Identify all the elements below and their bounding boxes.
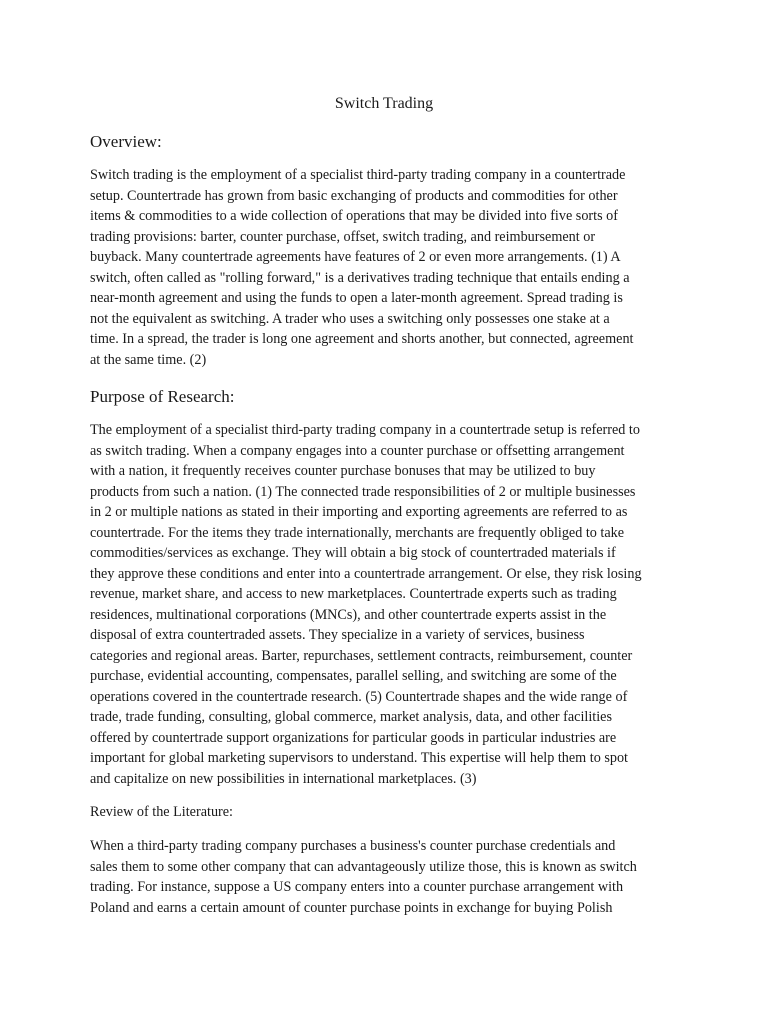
paragraph-line: in 2 or multiple nations as stated in their importing and exporting agreements are referred to as — [90, 504, 628, 520]
paragraph-line: time. In a spread, the trader is long one agreement and shorts another, but connected, agreement — [90, 331, 634, 347]
paragraph-line: purchase, evidential accounting, compensates, parallel selling, and switching are some of the — [90, 668, 617, 684]
paragraph-line: revenue, market share, and access to new marketplaces. Countertrade experts such as trading — [90, 586, 617, 602]
paragraph-line: trading. For instance, suppose a US company enters into a counter purchase arrangement with — [90, 879, 624, 895]
paragraph-line: Poland and earns a certain amount of counter purchase points in exchange for buying Polish — [90, 899, 613, 916]
paragraph-line: operations covered in the countertrade research. (5) Countertrade shapes and the wide range of — [90, 688, 628, 705]
paragraph-line: The employment of a specialist third-party trading company in a countertrade setup is referred to — [90, 422, 640, 438]
paragraph-line: as switch trading. When a company engages into a counter purchase or offsetting arrangement — [90, 442, 625, 459]
paragraph-line: buyback. Many countertrade agreements have features of 2 or even more arrangements. (1) A — [90, 249, 621, 265]
overview-heading: Overview: — [90, 132, 162, 151]
paragraph-line: commodities/services as exchange. They will obtain a big stock of countertraded materials if — [90, 545, 616, 561]
review-paragraph — [90, 836, 680, 918]
paragraph-line: setup. Countertrade has grown from basic exchanging of products and commodities for other — [90, 187, 618, 204]
paragraph-line: categories and regional areas. Barter, repurchases, settlement contracts, reimbursement, counter — [90, 647, 633, 664]
paragraph-line: near-month agreement and using the funds to open a later-month agreement. Spread trading is — [90, 290, 623, 306]
paragraph-line: countertrade. For the items they trade internationally, merchants are frequently obliged to take — [90, 524, 625, 541]
paragraph-line: disposal of extra countertraded assets. They specialize in a variety of services, business — [90, 627, 585, 643]
paragraph-line: not the equivalent as switching. A trader who uses a switching only possesses one stake at a — [90, 310, 610, 327]
paragraph-line: with a nation, it frequently receives counter purchase bonuses that may be utilized to buy — [90, 463, 596, 479]
review-heading: Review of the Literature: — [90, 804, 233, 820]
document-title: Switch Trading — [334, 95, 434, 112]
paragraph-line: items & commodities to a wide collection of operations that may be divided into five sorts of — [90, 208, 618, 224]
paragraph-line: and capitalize on new possibilities in international marketplaces. (3) — [90, 770, 477, 787]
paragraph-line: residences, multinational corporations (MNCs), and other countertrade experts assist in the — [90, 606, 607, 623]
paragraph-line: trade, trade funding, consulting, global commerce, market analysis, data, and other facilities — [90, 709, 613, 725]
paragraph-line: important for global marketing supervisors to understand. This expertise will help them to spot — [90, 750, 628, 766]
paragraph-line: they approve these conditions and enter into a countertrade arrangement. Or else, they risk losing — [90, 565, 642, 582]
paragraph-line: products from such a nation. (1) The connected trade responsibilities of 2 or multiple businesses — [90, 483, 636, 500]
paragraph-line: offered by countertrade support organizations for particular goods in particular industries are — [90, 729, 617, 746]
paragraph-line: When a third-party trading company purchases a business's counter purchase credentials and — [90, 838, 616, 854]
paragraph-line: trading provisions: barter, counter purchase, offset, switch trading, and reimbursement or — [90, 228, 596, 245]
paragraph-line: switch, often called as "rolling forward," is a derivatives trading technique that entails ending a — [90, 269, 630, 286]
purpose-paragraph — [90, 420, 684, 789]
paragraph-line: at the same time. (2) — [90, 351, 207, 368]
paragraph-line: Switch trading is the employment of a specialist third-party trading company in a countertrade — [90, 167, 626, 183]
paragraph-line: sales them to some other company that can advantageously utilize those, this is known as switch — [90, 858, 637, 875]
overview-paragraph — [90, 165, 680, 370]
purpose-heading: Purpose of Research: — [90, 387, 235, 406]
